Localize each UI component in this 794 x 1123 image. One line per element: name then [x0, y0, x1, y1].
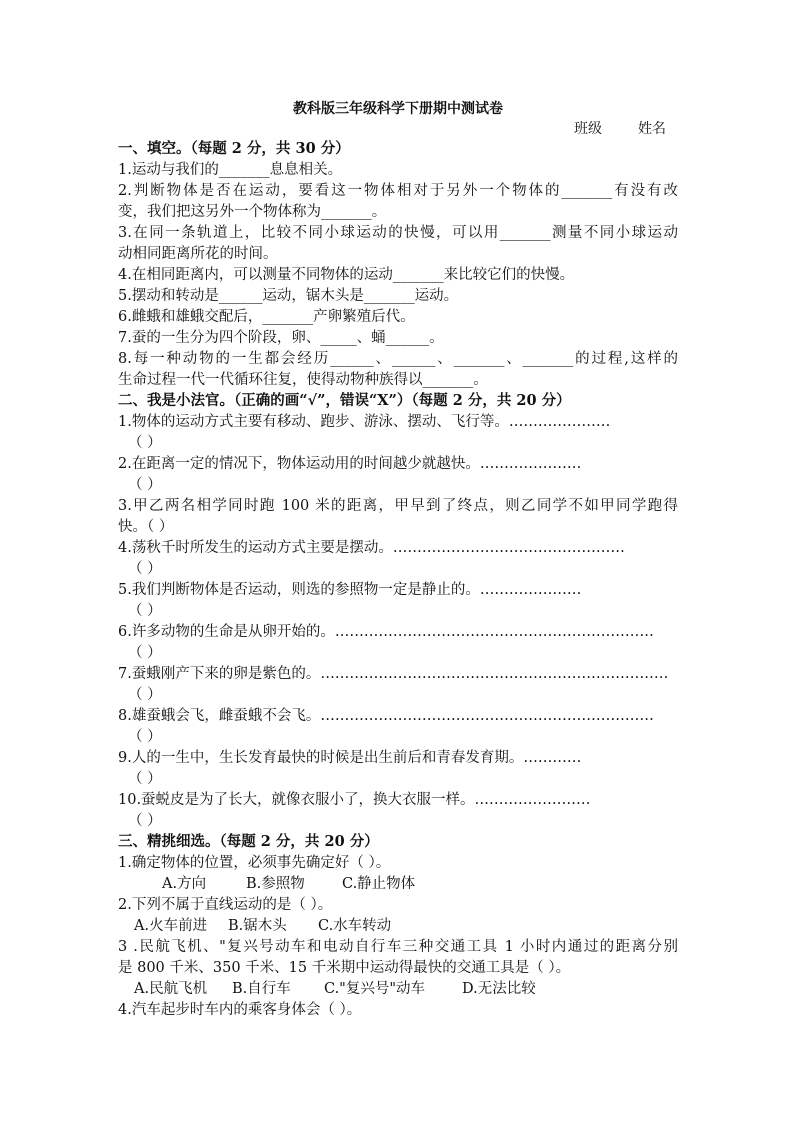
- judge-item: 7.蚕蛾刚产下来的卵是紫色的。………………………………………………………………: [118, 666, 669, 682]
- answer-paren[interactable]: （ ）: [128, 813, 162, 829]
- option-b[interactable]: B.锯木头: [228, 918, 287, 934]
- section3-heading: 三、精挑细选。（每题 2 分，共 20 分）: [118, 833, 379, 850]
- answer-paren[interactable]: （ ）: [128, 645, 162, 661]
- fill-line: 1.运动与我们的_______息息相关。: [118, 162, 343, 178]
- class-label: 班级: [574, 121, 602, 137]
- fill-line: 6.雌蛾和雄蛾交配后，_______产卵繁殖后代。: [118, 309, 415, 325]
- judge-item: 10.蚕蜕皮是为了长大，就像衣服小了，换大衣服一样。……………………: [118, 792, 591, 808]
- judge-item: 9.人的一生中，生长发育最快的时候是出生前后和青春发育期。…………: [118, 750, 582, 766]
- fill-line: 8.每一种动物的一生都会经历______、______、_______、_______的过程,这样的: [118, 351, 678, 367]
- judge-item: 8.雄蚕蛾会飞，雌蚕蛾不会飞。……………………………………………………………: [118, 708, 654, 724]
- choice-question: 4.汽车起步时车内的乘客身体会（ ）。: [118, 1002, 362, 1018]
- choice-options: [134, 916, 391, 936]
- fill-line: 2.判断物体是否在运动，要看这一物体相对于另外一个物体的_______有没有改: [118, 183, 678, 199]
- judge-item: 2.在距离一定的情况下，物体运动用的时间越少就越快。…………………: [118, 456, 582, 472]
- option-a[interactable]: A.火车前进: [134, 918, 208, 934]
- option-a[interactable]: A.民航飞机: [134, 981, 208, 997]
- section1-heading: 一、填空。（每题 2 分，共 30 分）: [118, 140, 350, 157]
- judge-item: 5.我们判断物体是否运动，则选的参照物一定是静止的。…………………: [118, 582, 582, 598]
- answer-paren[interactable]: （ ）: [128, 687, 162, 703]
- page-title: 教科版三年级科学下册期中测试卷: [293, 101, 503, 117]
- choice-question-cont: 是 800 千米、350 千米、15 千米期中运动得最快的交通工具是（ ）。: [118, 960, 571, 976]
- fill-line: 生命过程一代一代循环往复，使得动物种族得以_______。: [118, 372, 488, 388]
- option-d[interactable]: D.无法比较: [462, 981, 536, 997]
- option-c[interactable]: C."复兴号"动车: [324, 981, 426, 997]
- option-c[interactable]: C.水车转动: [318, 918, 392, 934]
- fill-line: 7.蚕的一生分为四个阶段，卵、_____、蛹______。: [118, 330, 444, 346]
- judge-item-cont[interactable]: 快。（ ）: [118, 519, 174, 535]
- judge-item: 4.荡秋千时所发生的运动方式主要是摆动。…………………………………………: [118, 540, 625, 556]
- option-b[interactable]: B.自行车: [232, 981, 291, 997]
- section2-heading: 二、我是小法官。（正确的画“√”，错误“X”）（每题 2 分，共 20 分）: [118, 392, 571, 409]
- fill-line: 5.摆动和转动是______运动，锯木头是_______运动。: [118, 288, 459, 304]
- choice-question: 1.确定物体的位置，必须事先确定好（ ）。: [118, 855, 391, 871]
- choice-options: [162, 874, 415, 894]
- name-label: 姓名: [638, 121, 666, 137]
- fill-line: 3.在同一条轨道上，比较不同小球运动的快慢，可以用_______测量不同小球运动: [118, 225, 678, 241]
- answer-paren[interactable]: （ ）: [128, 729, 162, 745]
- choice-question: 2.下列不属于直线运动的是（ ）。: [118, 897, 333, 913]
- choice-question: 3 .民航飞机、"复兴号动车和电动自行车三种交通工具 1 小时内通过的距离分别: [118, 939, 678, 955]
- answer-paren[interactable]: （ ）: [128, 477, 162, 493]
- fill-line: 4.在相同距离内，可以测量不同物体的运动_______来比较它们的快慢。: [118, 267, 575, 283]
- answer-paren[interactable]: （ ）: [128, 603, 162, 619]
- choice-options: [134, 979, 536, 999]
- judge-item: 3.甲乙两名相学同时跑 100 米的距离，甲早到了终点，则乙同学不如甲同学跑得: [118, 498, 678, 514]
- option-c[interactable]: C.静止物体: [342, 876, 416, 892]
- fill-line: 动相同距离所花的时间。: [118, 246, 278, 262]
- judge-item: 6.许多动物的生命是从卵开始的。…………………………………………………………: [118, 624, 654, 640]
- answer-paren[interactable]: （ ）: [128, 561, 162, 577]
- judge-item: 1.物体的运动方式主要有移动、跑步、游泳、摆动、飞行等。…………………: [118, 414, 611, 430]
- fill-line: 变，我们把这另外一个物体称为_______。: [118, 204, 387, 220]
- answer-paren[interactable]: （ ）: [128, 435, 162, 451]
- option-b[interactable]: B.参照物: [246, 876, 305, 892]
- answer-paren[interactable]: （ ）: [128, 771, 162, 787]
- option-a[interactable]: A.方向: [162, 876, 207, 892]
